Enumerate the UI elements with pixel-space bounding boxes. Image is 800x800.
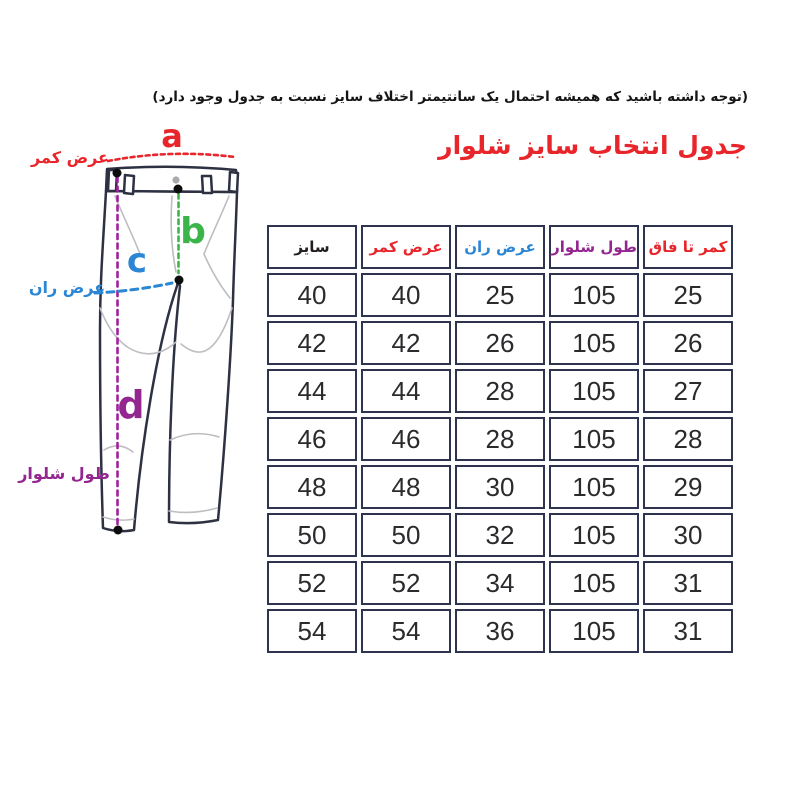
- cell-waist-width-row7: 52: [361, 561, 451, 605]
- cell-waist-width-row3: 44: [361, 369, 451, 413]
- cell-size-row4: 46: [267, 417, 357, 461]
- pants-measurement-diagram: [15, 110, 260, 555]
- cell-waist-width-row8: 54: [361, 609, 451, 653]
- cell-waist-width-row1: 40: [361, 273, 451, 317]
- cell-thigh-width-row8: 36: [455, 609, 545, 653]
- size-row-46: [267, 417, 733, 461]
- cell-thigh-width-row2: 26: [455, 321, 545, 365]
- cell-pants-length-row6: 105: [549, 513, 639, 557]
- cell-thigh-width-row4: 28: [455, 417, 545, 461]
- measure-dot-waist-center: [174, 185, 183, 194]
- cell-pants-length-row5: 105: [549, 465, 639, 509]
- cell-waist-width-row2: 42: [361, 321, 451, 365]
- cell-size-row1: 40: [267, 273, 357, 317]
- letter-a: a: [161, 117, 183, 155]
- cell-size-row6: 50: [267, 513, 357, 557]
- cell-thigh-width-row5: 30: [455, 465, 545, 509]
- column-header-waist-width: عرض کمر: [361, 225, 451, 269]
- cell-waist-width-row4: 46: [361, 417, 451, 461]
- cell-rise-row8: 31: [643, 609, 733, 653]
- cell-pants-length-row2: 105: [549, 321, 639, 365]
- cell-size-row8: 54: [267, 609, 357, 653]
- cell-pants-length-row7: 105: [549, 561, 639, 605]
- letter-c: c: [126, 241, 148, 281]
- cell-rise-row2: 26: [643, 321, 733, 365]
- cell-rise-row1: 25: [643, 273, 733, 317]
- cell-rise-row7: 31: [643, 561, 733, 605]
- size-row-50: [267, 513, 733, 557]
- column-header-pants-length: طول شلوار: [549, 225, 639, 269]
- cell-thigh-width-row7: 34: [455, 561, 545, 605]
- cell-size-row2: 42: [267, 321, 357, 365]
- column-header-rise: کمر تا فاق: [643, 225, 733, 269]
- size-table-header-row: [267, 225, 733, 269]
- belt-loop: [124, 175, 134, 194]
- cell-waist-width-row5: 48: [361, 465, 451, 509]
- cell-pants-length-row8: 105: [549, 609, 639, 653]
- thigh-width-label: عرض ران: [28, 278, 106, 297]
- cell-thigh-width-row3: 28: [455, 369, 545, 413]
- size-row-40: [267, 273, 733, 317]
- size-table: [263, 221, 737, 657]
- size-row-44: [267, 369, 733, 413]
- cell-thigh-width-row6: 32: [455, 513, 545, 557]
- size-tolerance-note: (توجه داشته باشید که همیشه احتمال یک سانتیمتر اختلاف سایز نسبت به جدول وجود دارد): [152, 89, 748, 105]
- waist-width-label: عرض کمر: [31, 148, 109, 167]
- cell-pants-length-row1: 105: [549, 273, 639, 317]
- size-row-54: [267, 609, 733, 653]
- size-row-42: [267, 321, 733, 365]
- cell-rise-row4: 28: [643, 417, 733, 461]
- measure-dot-crotch: [175, 276, 184, 285]
- cell-pants-length-row3: 105: [549, 369, 639, 413]
- measure-dot-hem: [114, 526, 123, 535]
- cell-size-row7: 52: [267, 561, 357, 605]
- letter-d: d: [117, 383, 145, 427]
- waist-button: [172, 176, 179, 183]
- size-row-52: [267, 561, 733, 605]
- pants-length-label: طول شلوار: [18, 464, 110, 483]
- column-header-size: سایز: [267, 225, 357, 269]
- measure-dot-waist-left: [113, 169, 122, 178]
- cell-rise-row5: 29: [643, 465, 733, 509]
- cell-waist-width-row6: 50: [361, 513, 451, 557]
- pants-outline: [100, 191, 237, 531]
- page-title: جدول انتخاب سایز شلوار: [438, 131, 747, 160]
- cell-rise-row3: 27: [643, 369, 733, 413]
- belt-loop: [229, 172, 238, 192]
- cell-size-row5: 48: [267, 465, 357, 509]
- column-header-thigh-width: عرض ران: [455, 225, 545, 269]
- cell-thigh-width-row1: 25: [455, 273, 545, 317]
- cell-rise-row6: 30: [643, 513, 733, 557]
- letter-b: b: [180, 211, 206, 252]
- cell-size-row3: 44: [267, 369, 357, 413]
- cell-pants-length-row4: 105: [549, 417, 639, 461]
- belt-loop: [202, 176, 212, 193]
- size-row-48: [267, 465, 733, 509]
